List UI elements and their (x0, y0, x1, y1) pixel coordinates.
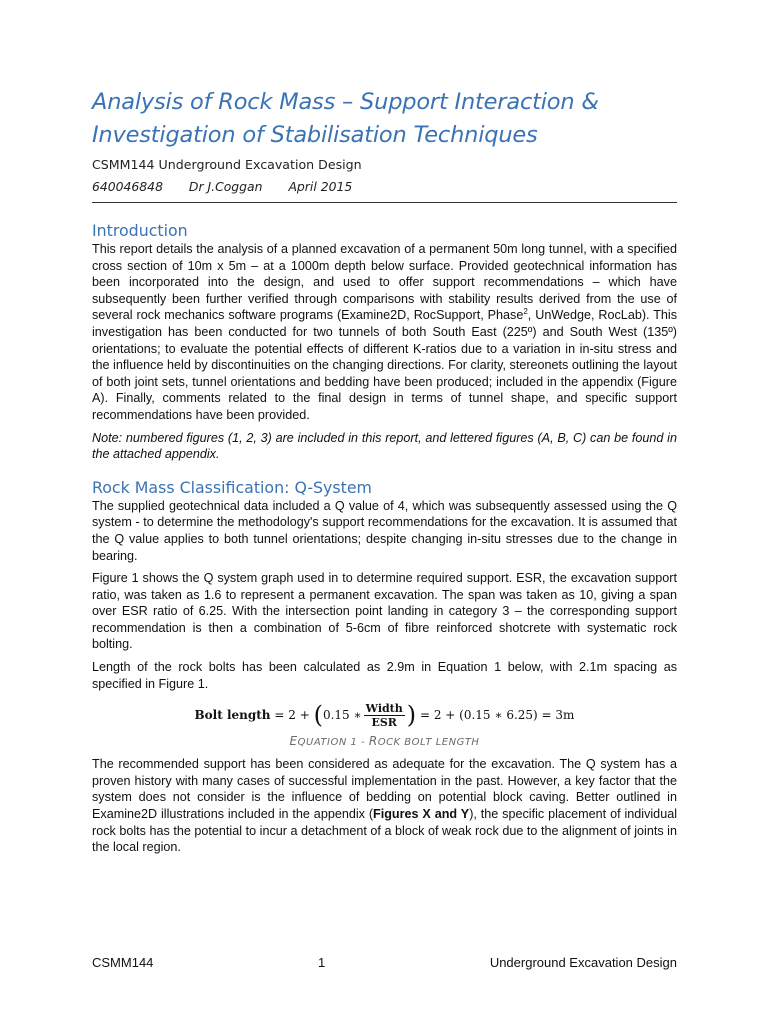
report-date: April 2015 (288, 179, 353, 194)
course-subtitle: CSMM144 Underground Excavation Design (92, 157, 362, 172)
section-heading-q-system: Rock Mass Classification: Q-System (92, 477, 372, 497)
equation-fraction (364, 702, 405, 729)
title-line-1: Analysis of Rock Mass – Support Interaction & (92, 89, 599, 115)
caption-sc-a: QUATION 1 - (297, 737, 369, 749)
author-meta (92, 179, 677, 195)
page-number: 1 (318, 955, 326, 970)
footer-right: Underground Excavation Design (489, 955, 677, 970)
equation-caption (92, 734, 677, 748)
q-text-b: ), the specific placement of individual rock bolts has the potential to incur a detachment of a block of weak rock due to the alignment of joints in the local region. (92, 807, 677, 855)
superscript: 2 (523, 307, 528, 317)
section-heading-introduction: Introduction (92, 221, 188, 240)
equation-bolt-length (92, 698, 677, 732)
figure-reference: Figures X and Y (373, 807, 470, 822)
equation-part-1: = 2 + (274, 708, 310, 723)
supervisor-name: Dr J.Coggan (188, 179, 263, 194)
caption-sc-b: OCK BOLT LENGTH (377, 737, 480, 749)
intro-text-b: , UnWedge, RocLab). This investigation has been conducted for two tunnels of both South East (225º) and South West (135º) orientations; to evaluate the potential effects of different K-ratios due to a variation in in-situ stress and the influence held by discontinuities on the changing directions. For clarity, stereonets outlining the layout of both joint sets, tunnel orientations and bedding have been produced; included in the appendix (Figure A). Finally, comments related to the final design in terms of tunnel shape, and specific support recommendations have been provided. (92, 308, 678, 422)
q-paragraph-1: The supplied geotechnical data included a Q value of 4, which was subsequently assessed using the Q system - to determine the methodology's support recommendations for the excavation. It is assumed that the Q value applies to both tunnel orientations; despite changing in-situ stresses due to the change in bearing. (92, 498, 677, 563)
student-id: 640046848 (92, 179, 163, 194)
q-paragraph-2: Figure 1 shows the Q system graph used in to determine required support. ESR, the excavation support ratio, was taken as 1.6 to represent a permanent excavation. The span was taken as 10, giving a span over ESR ratio of 6.25. With the intersection point landing in category 3 – the corresponding support recommendation is then a combination of 5-6cm of fibre reinforced shotcrete with systematic rock bolting. (92, 571, 677, 652)
intro-text-a: This report details the analysis of a planned excavation of a permanent 50m long tunnel, with a specified cross section of 10m x 5m – at a 1000m depth below surface. Provided geotechnical information has been incorporated into the design, and used to offer support recommendations – which have subsequently been further verified through comparisons with stability results derived from the use of several rock mechanics software programs (Examine2D, RocSupport, Phase (92, 242, 677, 323)
note-paragraph: Note: numbered figures (1, 2, 3) are included in this report, and lettered figures (A, B, C) can be found in the attached appendix. (92, 430, 677, 462)
fraction-denominator: ESR (371, 715, 397, 729)
footer-left: CSMM144 (92, 955, 154, 970)
fraction-numerator: Width (365, 701, 403, 715)
document-title (92, 86, 677, 152)
title-line-2: Investigation of Stabilisation Techniques (92, 122, 538, 148)
q-paragraph-3: Length of the rock bolts has been calculated as 2.9m in Equation 1 below, with 2.1m spacing as specified in Figure 1. (92, 660, 677, 691)
caption-cap-e: E (289, 734, 298, 749)
open-paren: ( (313, 701, 323, 730)
caption-cap-r: R (368, 734, 378, 749)
header-divider (92, 202, 677, 203)
equation-rhs: = 2 + (0.15 ∗ 6.25) = 3m (419, 708, 575, 723)
page-footer (92, 955, 677, 970)
q-text-a: The recommended support has been considered as adequate for the excavation. The Q system has a proven history with many cases of successful implementation in the past. However, a key factor that the system does not consider is the influence of bedding on potential block caving. Better outlined in Examine2D illustrations included in the appendix ( (92, 757, 677, 822)
intro-paragraph (92, 241, 677, 424)
document-page (92, 86, 677, 862)
close-paren: ) (406, 701, 417, 730)
equation-lhs: Bolt length (194, 708, 271, 723)
q-paragraph-4 (92, 756, 677, 856)
equation-coef: 0.15 ∗ (322, 708, 362, 723)
